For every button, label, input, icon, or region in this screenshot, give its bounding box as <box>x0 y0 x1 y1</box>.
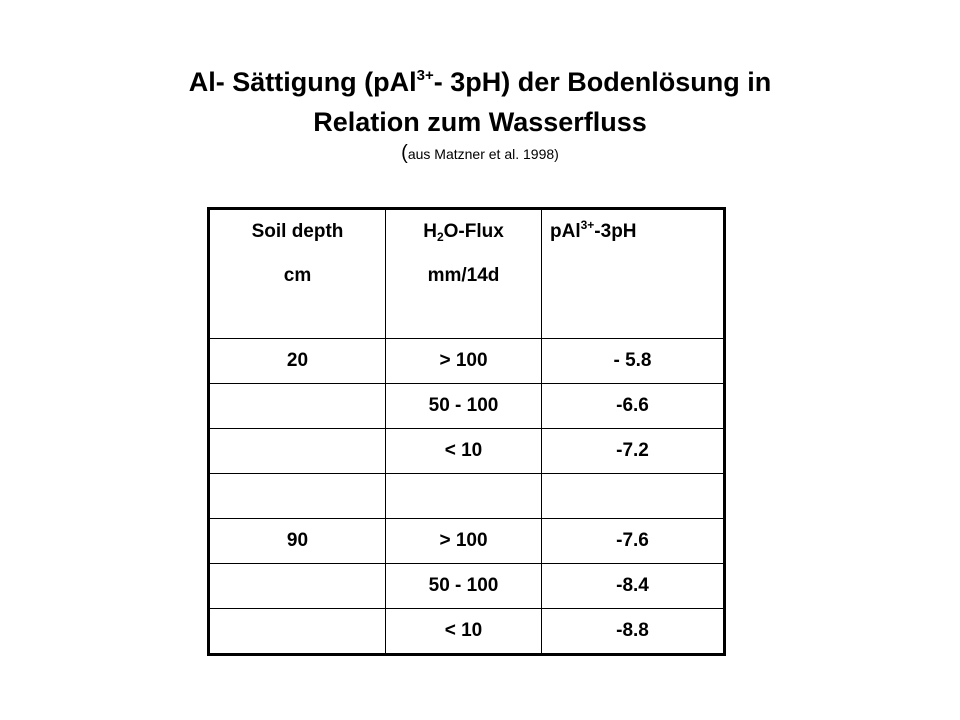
cell-depth <box>209 384 386 429</box>
table-row <box>209 564 725 609</box>
data-table <box>207 207 726 656</box>
header-pal-superscript: 3+ <box>580 218 595 232</box>
cell-flux <box>386 474 542 519</box>
header-flux-post: O-Flux <box>443 221 504 242</box>
header-flux-pre: H <box>423 221 437 242</box>
header-pal-line1 <box>550 210 723 254</box>
table-row <box>209 519 725 564</box>
source-citation <box>0 141 960 166</box>
cell-pal: -8.4 <box>542 564 725 609</box>
cell-flux: < 10 <box>386 429 542 474</box>
cell-pal: -8.8 <box>542 609 725 655</box>
table-row <box>209 474 725 519</box>
source-close-paren: ) <box>554 146 559 162</box>
cell-flux: > 100 <box>386 339 542 384</box>
cell-pal: -7.2 <box>542 429 725 474</box>
cell-depth <box>209 609 386 655</box>
cell-depth: 90 <box>209 519 386 564</box>
header-flux-subscript: 2 <box>436 230 444 244</box>
table-row <box>209 384 725 429</box>
cell-pal: -7.6 <box>542 519 725 564</box>
header-flux-line1 <box>386 210 541 254</box>
cell-pal: -6.6 <box>542 384 725 429</box>
header-flux-line2: mm/14d <box>427 265 500 286</box>
cell-flux: 50 - 100 <box>386 564 542 609</box>
header-pal-pre: pAl <box>550 221 581 242</box>
cell-depth <box>209 564 386 609</box>
cell-depth <box>209 474 386 519</box>
page-title <box>0 62 960 142</box>
cell-flux: < 10 <box>386 609 542 655</box>
header-soil-depth-line2: cm <box>283 265 312 286</box>
title-part-2: - 3pH) der Bodenlösung in <box>433 67 772 97</box>
table-row <box>209 339 725 384</box>
cell-flux: > 100 <box>386 519 542 564</box>
title-line-1 <box>0 62 960 102</box>
cell-pal <box>542 474 725 519</box>
header-soil-depth <box>209 209 386 339</box>
header-flux <box>386 209 542 339</box>
table-header-row <box>209 209 725 339</box>
table-row <box>209 609 725 655</box>
title-line-2: Relation zum Wasserfluss <box>313 107 647 137</box>
cell-pal: - 5.8 <box>542 339 725 384</box>
source-text: aus Matzner et al. 1998 <box>407 146 555 162</box>
cell-depth <box>209 429 386 474</box>
title-superscript: 3+ <box>416 67 434 84</box>
cell-flux: 50 - 100 <box>386 384 542 429</box>
header-pal <box>542 209 725 339</box>
header-pal-post: -3pH <box>594 221 637 242</box>
title-part-1: Al- Sättigung (pAl <box>188 67 417 97</box>
cell-depth: 20 <box>209 339 386 384</box>
header-soil-depth-line1: Soil depth <box>251 221 344 242</box>
source-open-paren: ( <box>401 142 408 164</box>
table-row <box>209 429 725 474</box>
